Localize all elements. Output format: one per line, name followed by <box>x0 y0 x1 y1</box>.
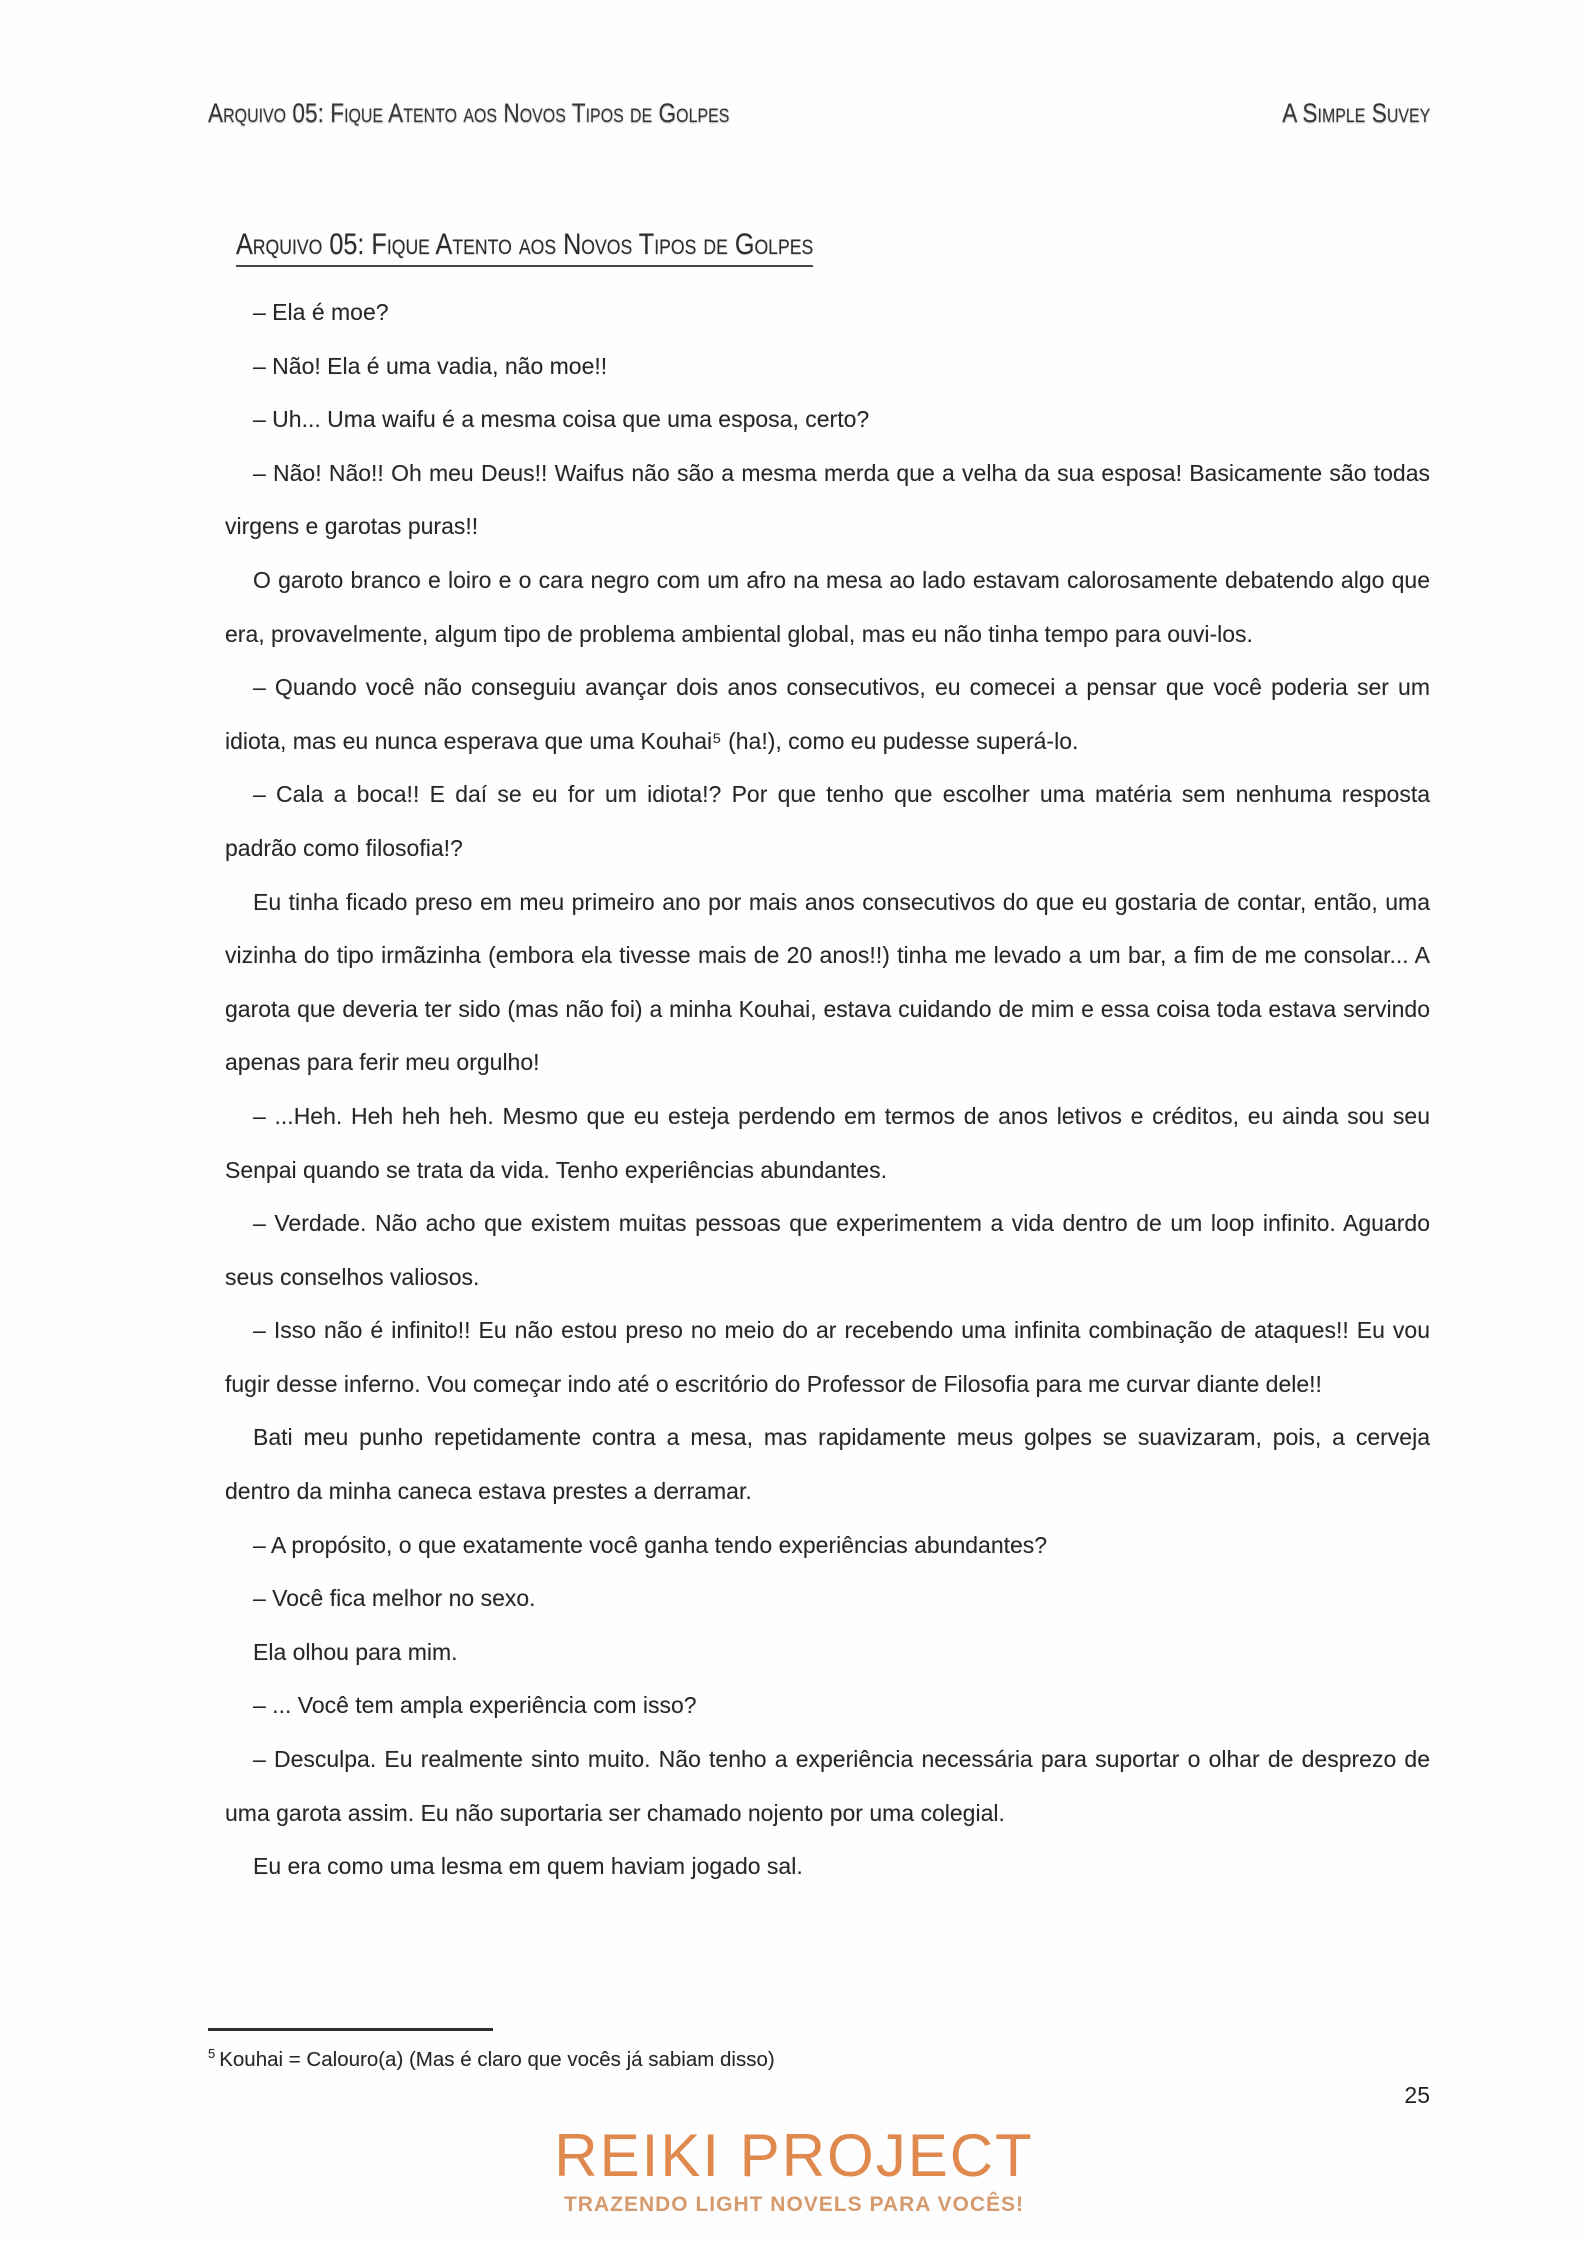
paragraph: Ela olhou para mim. <box>253 1638 458 1665</box>
paragraph: Eu era como uma lesma em quem haviam jogado sal. <box>253 1853 803 1880</box>
paragraph: – Não! Ela é uma vadia, não moe!! <box>253 352 608 379</box>
paragraph: – Ela é moe? <box>253 299 389 325</box>
paragraph: – Verdade. Não acho que existem muitas pessoas que experimentem a vida dentro de um loop infinito. Aguardo seus conselhos valiosos. <box>225 1210 1430 1290</box>
logo-tagline: TRAZENDO LIGHT NOVELS PARA VOCÊS! <box>563 2193 1024 2216</box>
paragraph: – Cala a boca!! E daí se eu for um idiota!? Por que tenho que escolher uma matéria sem nenhuma resposta padrão como filosofia!? <box>225 781 1430 861</box>
header-book-title: A Simple Suvey <box>1281 98 1430 128</box>
paragraph: O garoto branco e loiro e o cara negro com um afro na mesa ao lado estavam calorosamente debatendo algo que era, provavelmente, algum tipo de problema ambiental global, mas eu não tinha tempo para ouvi-los. <box>225 566 1430 647</box>
page-header <box>208 98 1430 129</box>
paragraph: Bati meu punho repetidamente contra a mesa, mas rapidamente meus golpes se suavizaram, pois, a cerveja dentro da minha caneca estava prestes a derramar. <box>225 1424 1430 1505</box>
footnote-divider <box>208 2028 493 2031</box>
paragraph: – Quando você não conseguiu avançar dois anos consecutivos, eu comecei a pensar que você poderia ser um idiota, mas eu nunca esperava que uma Kouhai⁵ (ha!), como eu pudesse superá-lo. <box>225 674 1430 754</box>
paragraph: – A propósito, o que exatamente você ganha tendo experiências abundantes? <box>253 1531 1048 1558</box>
paragraph: – Desculpa. Eu realmente sinto muito. Não tenho a experiência necessária para suportar o olhar de desprezo de uma garota assim. Eu não suportaria ser chamado nojento por uma colegial. <box>225 1746 1430 1826</box>
page-title: Arquivo 05: Fique Atento aos Novos Tipos de Golpes <box>236 228 813 267</box>
paragraph: Eu tinha ficado preso em meu primeiro ano por mais anos consecutivos do que eu gostaria de contar, então, uma vizinha do tipo irmãzinha (embora ela tivesse mais de 20 anos!!) tinha me levado a um bar, a fim de me consolar... A garota que deveria ter sido (mas não foi) a minha Kouhai, estava cuidando de mim e essa coisa toda estava servindo apenas para ferir meu orgulho! <box>225 888 1430 1076</box>
footer-logo <box>0 2122 1588 2216</box>
footnote <box>208 2046 775 2072</box>
body-paragraphs <box>225 286 1430 1894</box>
logo-name: REIKI PROJECT <box>554 2122 1034 2189</box>
paragraph: – Uh... Uma waifu é a mesma coisa que uma esposa, certo? <box>253 406 870 433</box>
paragraph: – Isso não é infinito!! Eu não estou preso no meio do ar recebendo uma infinita combinação de ataques!! Eu vou fugir desse inferno. Vou começar indo até o escritório do Professor de Filosofia para me curvar diante dele!! <box>225 1317 1430 1397</box>
page-number: 25 <box>1404 2082 1430 2108</box>
paragraph: – Não! Não!! Oh meu Deus!! Waifus não são a mesma merda que a velha da sua esposa! Basicamente são todas virgens e garotas puras!! <box>225 459 1430 540</box>
paragraph: – ...Heh. Heh heh heh. Mesmo que eu esteja perdendo em termos de anos letivos e créditos, eu ainda sou seu Senpai quando se trata da vida. Tenho experiências abundantes. <box>225 1102 1430 1183</box>
header-chapter-title: Arquivo 05: Fique Atento aos Novos Tipos de Golpes <box>208 98 730 128</box>
footnote-text: Kouhai = Calouro(a) (Mas é claro que vocês já sabiam disso) <box>219 2047 775 2071</box>
paragraph: – ... Você tem ampla experiência com isso? <box>253 1692 697 1719</box>
footnote-marker: 5 <box>208 2046 216 2061</box>
paragraph: – Você fica melhor no sexo. <box>253 1585 536 1612</box>
